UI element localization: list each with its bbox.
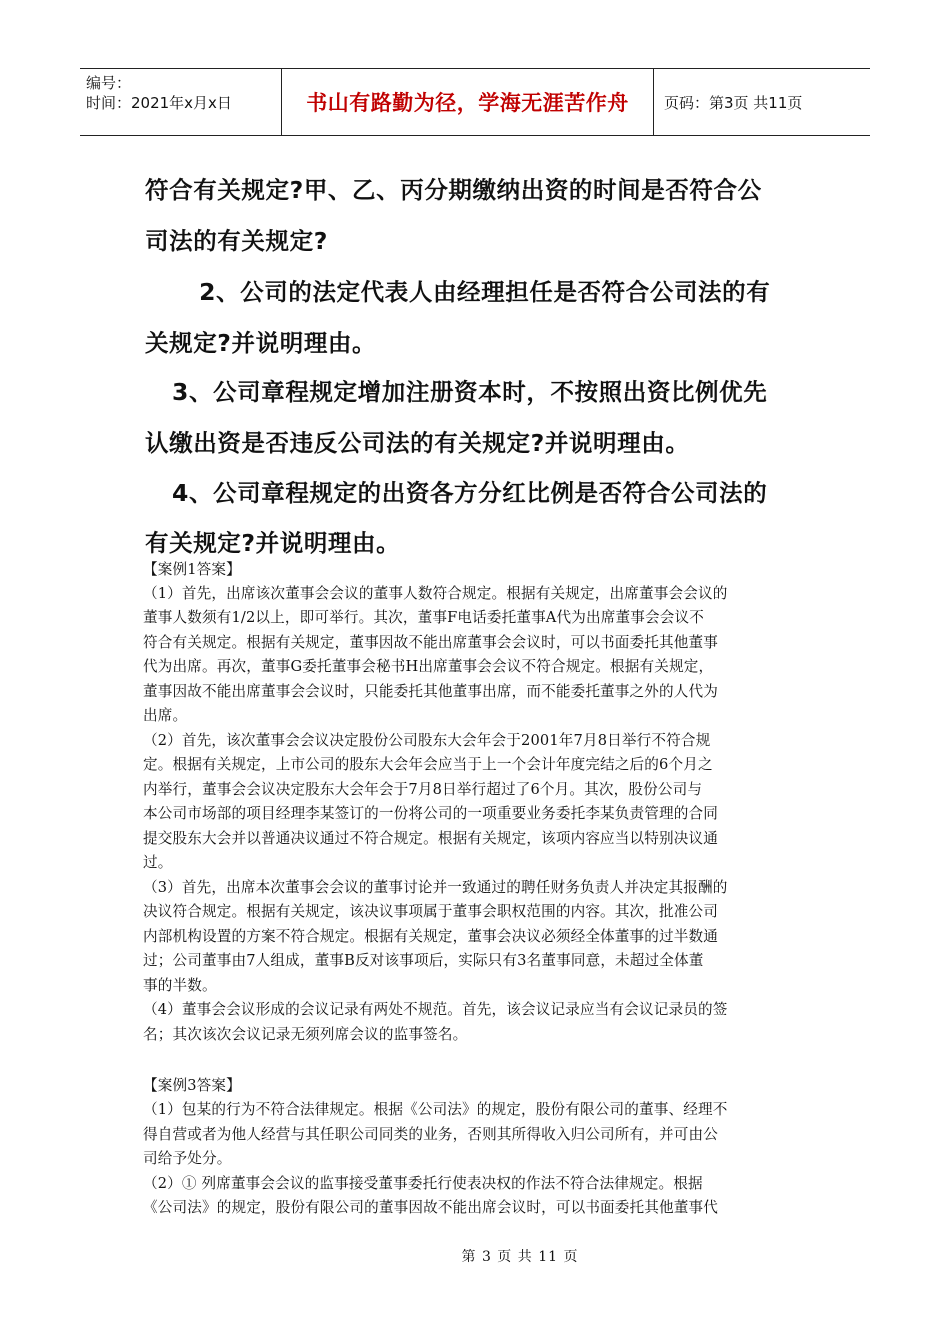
answer-line: 提交股东大会并以普通决议通过不符合规定。根据有关规定，该项内容应当以特别决议通 bbox=[143, 830, 719, 847]
header-motto: 书山有路勤为径，学海无涯苦作舟 bbox=[282, 69, 654, 135]
answer-line: （1）首先，出席该次董事会会议的董事人数符合规定。根据有关规定，出席董事会会议的 bbox=[143, 585, 728, 602]
answer-line: 董事人数须有1/2以上，即可举行。其次，董事F电话委托董事A代为出席董事会会议不 bbox=[143, 609, 704, 626]
question-line: 认缴出资是否违反公司法的有关规定?并说明理由。 bbox=[145, 429, 690, 457]
question-line: 2、公司的法定代表人由经理担任是否符合公司法的有 bbox=[175, 278, 771, 306]
question-line: 关规定?并说明理由。 bbox=[145, 329, 377, 357]
answer-line: （2）首先，该次董事会会议决定股份公司股东大会年会于2001年7月8日举行不符合规 bbox=[143, 732, 711, 749]
question-line: 符合有关规定?甲、乙、丙分期缴纳出资的时间是否符合公 bbox=[145, 176, 762, 204]
answer-line: 符合有关规定。根据有关规定，董事因故不能出席董事会会议时，可以书面委托其他董事 bbox=[143, 634, 719, 651]
footer-page-number: 第 3 页 共 11 页 bbox=[461, 1249, 579, 1265]
answer-line: 决议符合规定。根据有关规定，该决议事项属于董事会职权范围的内容。其次，批准公司 bbox=[143, 903, 719, 920]
answer-line: 代为出席。再次，董事G委托董事会秘书H出席董事会会议不符合规定。根据有关规定， bbox=[143, 658, 714, 675]
answer-line: 董事因故不能出席董事会会议时，只能委托其他董事出席，而不能委托董事之外的人代为 bbox=[143, 683, 719, 700]
answer-line: 名；其次该次会议记录无须列席会议的监事签名。 bbox=[143, 1026, 468, 1043]
answer-line: （1）包某的行为不符合法律规定。根据《公司法》的规定，股份有限公司的董事、经理不 bbox=[143, 1101, 728, 1118]
header-page-code: 页码：第3页 共11页 bbox=[664, 93, 803, 112]
answer-line: 内举行，董事会会议决定股东大会年会于7月8日举行超过了6个月。其次，股份公司与 bbox=[143, 781, 703, 798]
question-line: 4、公司章程规定的出资各方分红比例是否符合公司法的 bbox=[172, 479, 768, 507]
answer-line: 《公司法》的规定，股份有限公司的董事因故不能出席会议时，可以书面委托其他董事代 bbox=[143, 1199, 719, 1216]
answer-line: （4）董事会会议形成的会议记录有两处不规范。首先，该会议记录应当有会议记录员的签 bbox=[143, 1001, 728, 1018]
date-label: 时间：2021年x月x日 bbox=[86, 94, 232, 112]
number-label: 编号： bbox=[86, 74, 132, 92]
answer-line: 内部机构设置的方案不符合规定。根据有关规定，董事会决议必须经全体董事的过半数通 bbox=[143, 928, 719, 945]
answer-line: （2）① 列席董事会会议的监事接受董事委托行使表决权的作法不符合法律规定。根据 bbox=[143, 1175, 703, 1192]
answer-line: 司给予处分。 bbox=[143, 1150, 232, 1167]
answer-line: 本公司市场部的项目经理李某签订的一份将公司的一项重要业务委托李某负责管理的合同 bbox=[143, 805, 719, 822]
answer-line: 过；公司董事由7人组成，董事B反对该事项后，实际只有3名董事同意，未超过全体董 bbox=[143, 952, 704, 969]
answer-heading: 【案例1答案】 bbox=[143, 561, 241, 578]
answer-line: 得自营或者为他人经营与其任职公司同类的业务，否则其所得收入归公司所有，并可由公 bbox=[143, 1126, 719, 1143]
page-header bbox=[80, 68, 870, 136]
question-line: 有关规定?并说明理由。 bbox=[145, 529, 401, 557]
answer-line: 出席。 bbox=[143, 707, 188, 724]
question-line: 司法的有关规定? bbox=[145, 227, 328, 255]
answer-heading: 【案例3答案】 bbox=[143, 1077, 241, 1094]
question-line: 3、公司章程规定增加注册资本时，不按照出资比例优先 bbox=[172, 378, 768, 406]
answer-line: 定。根据有关规定，上市公司的股东大会年会应当于上一个会计年度完结之后的6个月之 bbox=[143, 756, 713, 773]
answer-line: （3）首先，出席本次董事会会议的董事讨论并一致通过的聘任财务负责人并决定其报酬的 bbox=[143, 879, 728, 896]
header-meta bbox=[80, 69, 282, 135]
answer-line: 事的半数。 bbox=[143, 977, 217, 994]
page-footer bbox=[0, 1246, 950, 1266]
answer-line: 过。 bbox=[143, 854, 173, 871]
